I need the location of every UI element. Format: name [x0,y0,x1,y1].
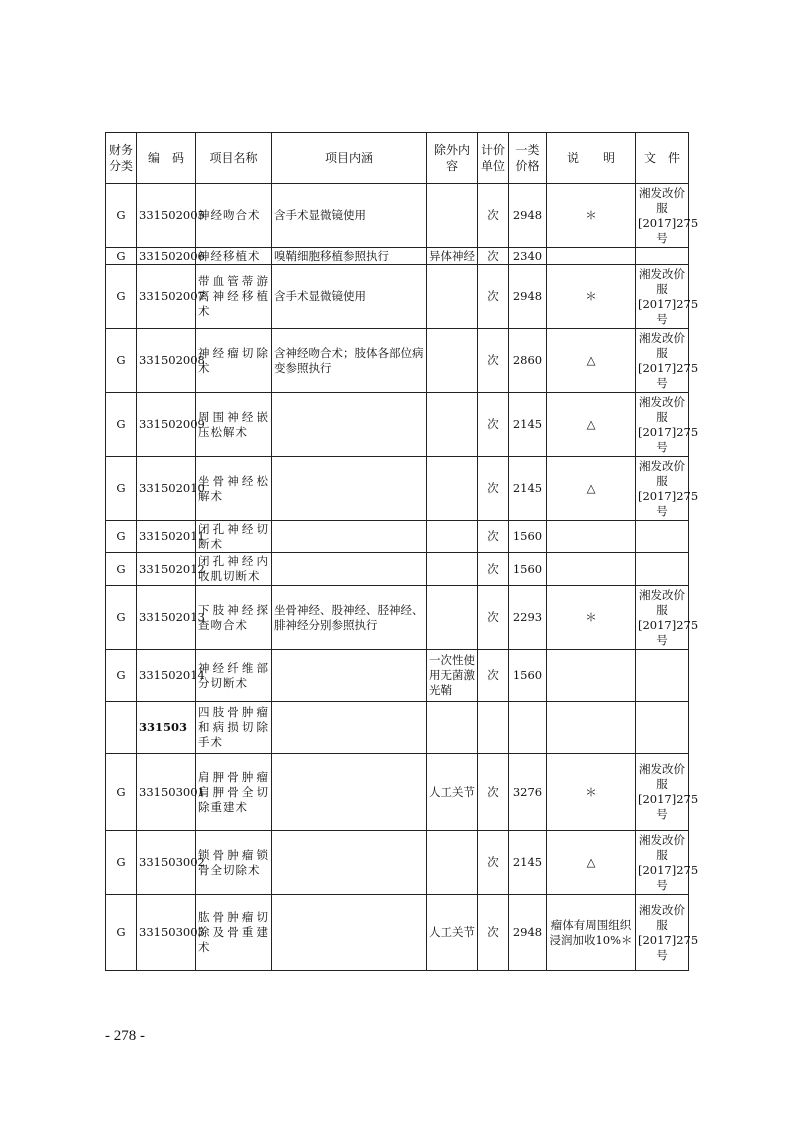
cell-unit: 次 [478,586,509,650]
table-row [106,329,689,393]
cell-unit: 次 [478,553,509,586]
cell-file: 湘发改价服[2017]275号 [636,754,689,831]
table-row [106,457,689,521]
cell-fin: G [106,553,137,586]
cell-fin: G [106,393,137,457]
cell-fin [106,702,137,754]
cell-code: 331503001 [137,754,196,831]
cell-code: 331502012 [137,553,196,586]
cell-note [547,248,636,265]
cell-price: 2860 [509,329,547,393]
cell-note: △ [547,831,636,895]
cell-except [427,184,478,248]
cell-except: 人工关节 [427,754,478,831]
cell-file: 湘发改价服[2017]275号 [636,184,689,248]
cell-except [427,265,478,329]
cell-name: 四肢骨肿瘤和病损切除手术 [196,702,272,754]
cell-file [636,248,689,265]
cell-name: 神经瘤切除术 [196,329,272,393]
cell-price: 2145 [509,393,547,457]
cell-content [272,521,427,553]
cell-unit: 次 [478,754,509,831]
cell-except [427,393,478,457]
cell-code: 331502013 [137,586,196,650]
cell-file [636,553,689,586]
cell-file [636,521,689,553]
cell-name: 神经吻合术 [196,184,272,248]
cell-price: 1560 [509,553,547,586]
table-row [106,521,689,553]
cell-fin: G [106,650,137,702]
cell-name: 坐骨神经松解术 [196,457,272,521]
table-row [106,586,689,650]
cell-code: 331503003 [137,895,196,971]
table-header-row [106,133,689,184]
header-name: 项目名称 [196,133,272,184]
cell-price: 1560 [509,521,547,553]
cell-file: 湘发改价服[2017]275号 [636,895,689,971]
table-row [106,265,689,329]
header-note: 说 明 [547,133,636,184]
cell-unit: 次 [478,650,509,702]
cell-file: 湘发改价服[2017]275号 [636,393,689,457]
cell-note: ＊ [547,586,636,650]
header-content: 项目内涵 [272,133,427,184]
cell-except: 异体神经 [427,248,478,265]
cell-name: 带血管蒂游离神经移植术 [196,265,272,329]
cell-unit: 次 [478,895,509,971]
cell-content: 嗅鞘细胞移植参照执行 [272,248,427,265]
cell-except [427,521,478,553]
cell-note [547,553,636,586]
cell-except [427,553,478,586]
table-row [106,553,689,586]
cell-note: ＊ [547,265,636,329]
cell-except: 人工关节 [427,895,478,971]
cell-unit: 次 [478,457,509,521]
cell-content: 含手术显微镜使用 [272,184,427,248]
cell-note: ＊ [547,184,636,248]
cell-price: 2948 [509,184,547,248]
table-row [106,754,689,831]
cell-content: 含神经吻合术；肢体各部位病变参照执行 [272,329,427,393]
cell-content [272,702,427,754]
cell-name: 神经移植术 [196,248,272,265]
cell-fin: G [106,248,137,265]
cell-note: ＊ [547,754,636,831]
header-price: 一类价格 [509,133,547,184]
cell-file: 湘发改价服[2017]275号 [636,329,689,393]
cell-fin: G [106,457,137,521]
cell-except [427,586,478,650]
cell-content [272,457,427,521]
cell-code: 331502006 [137,248,196,265]
cell-code: 331502010 [137,457,196,521]
cell-unit: 次 [478,521,509,553]
cell-price: 2948 [509,895,547,971]
cell-note: 瘤体有周围组织浸润加收10%＊ [547,895,636,971]
cell-fin: G [106,265,137,329]
cell-content [272,831,427,895]
table-row [106,650,689,702]
cell-price: 3276 [509,754,547,831]
cell-except [427,831,478,895]
cell-unit: 次 [478,265,509,329]
cell-price: 2145 [509,457,547,521]
header-code: 编 码 [137,133,196,184]
cell-name: 闭孔神经内收肌切断术 [196,553,272,586]
cell-fin: G [106,521,137,553]
cell-file: 湘发改价服[2017]275号 [636,586,689,650]
header-file: 文 件 [636,133,689,184]
cell-price: 2340 [509,248,547,265]
cell-content [272,754,427,831]
cell-code: 331503 [137,702,196,754]
cell-code: 331502007 [137,265,196,329]
header-except: 除外内容 [427,133,478,184]
table-row [106,248,689,265]
cell-except [427,329,478,393]
cell-fin: G [106,895,137,971]
cell-name: 神经纤维部分切断术 [196,650,272,702]
cell-file [636,650,689,702]
cell-name: 肩胛骨肿瘤肩胛骨全切除重建术 [196,754,272,831]
cell-name: 闭孔神经切断术 [196,521,272,553]
cell-file: 湘发改价服[2017]275号 [636,457,689,521]
cell-except [427,702,478,754]
cell-price: 1560 [509,650,547,702]
cell-code: 331502014 [137,650,196,702]
cell-content [272,650,427,702]
table-row [106,184,689,248]
cell-unit: 次 [478,831,509,895]
cell-note: △ [547,329,636,393]
cell-file [636,702,689,754]
cell-name: 周围神经嵌压松解术 [196,393,272,457]
cell-fin: G [106,754,137,831]
cell-content: 坐骨神经、股神经、胫神经、腓神经分别参照执行 [272,586,427,650]
cell-code: 331503002 [137,831,196,895]
table-row [106,895,689,971]
cell-price: 2145 [509,831,547,895]
cell-code: 331502005 [137,184,196,248]
table-row [106,831,689,895]
cell-content [272,895,427,971]
cell-note: △ [547,457,636,521]
cell-name: 肱骨肿瘤切除及骨重建术 [196,895,272,971]
cell-unit: 次 [478,184,509,248]
cell-fin: G [106,586,137,650]
cell-content [272,393,427,457]
table-row [106,393,689,457]
cell-unit: 次 [478,329,509,393]
cell-note [547,650,636,702]
cell-file: 湘发改价服[2017]275号 [636,831,689,895]
cell-unit: 次 [478,393,509,457]
cell-fin: G [106,329,137,393]
cell-except [427,457,478,521]
header-fin: 财务分类 [106,133,137,184]
cell-note: △ [547,393,636,457]
cell-unit: 次 [478,248,509,265]
header-unit: 计价单位 [478,133,509,184]
page-number: - 278 - [105,1028,145,1044]
fee-table [105,132,699,971]
cell-note [547,702,636,754]
cell-price [509,702,547,754]
cell-except: 一次性使用无菌激光鞘 [427,650,478,702]
cell-note [547,521,636,553]
cell-name: 下肢神经探查吻合术 [196,586,272,650]
cell-price: 2293 [509,586,547,650]
cell-file: 湘发改价服[2017]275号 [636,265,689,329]
cell-fin: G [106,831,137,895]
cell-code: 331502008 [137,329,196,393]
cell-fin: G [106,184,137,248]
cell-name: 锁骨肿瘤锁骨全切除术 [196,831,272,895]
cell-code: 331502009 [137,393,196,457]
cell-content [272,553,427,586]
table-row [106,702,689,754]
cell-unit [478,702,509,754]
table-body [106,184,699,971]
cell-content: 含手术显微镜使用 [272,265,427,329]
cell-price: 2948 [509,265,547,329]
cell-code: 331502011 [137,521,196,553]
